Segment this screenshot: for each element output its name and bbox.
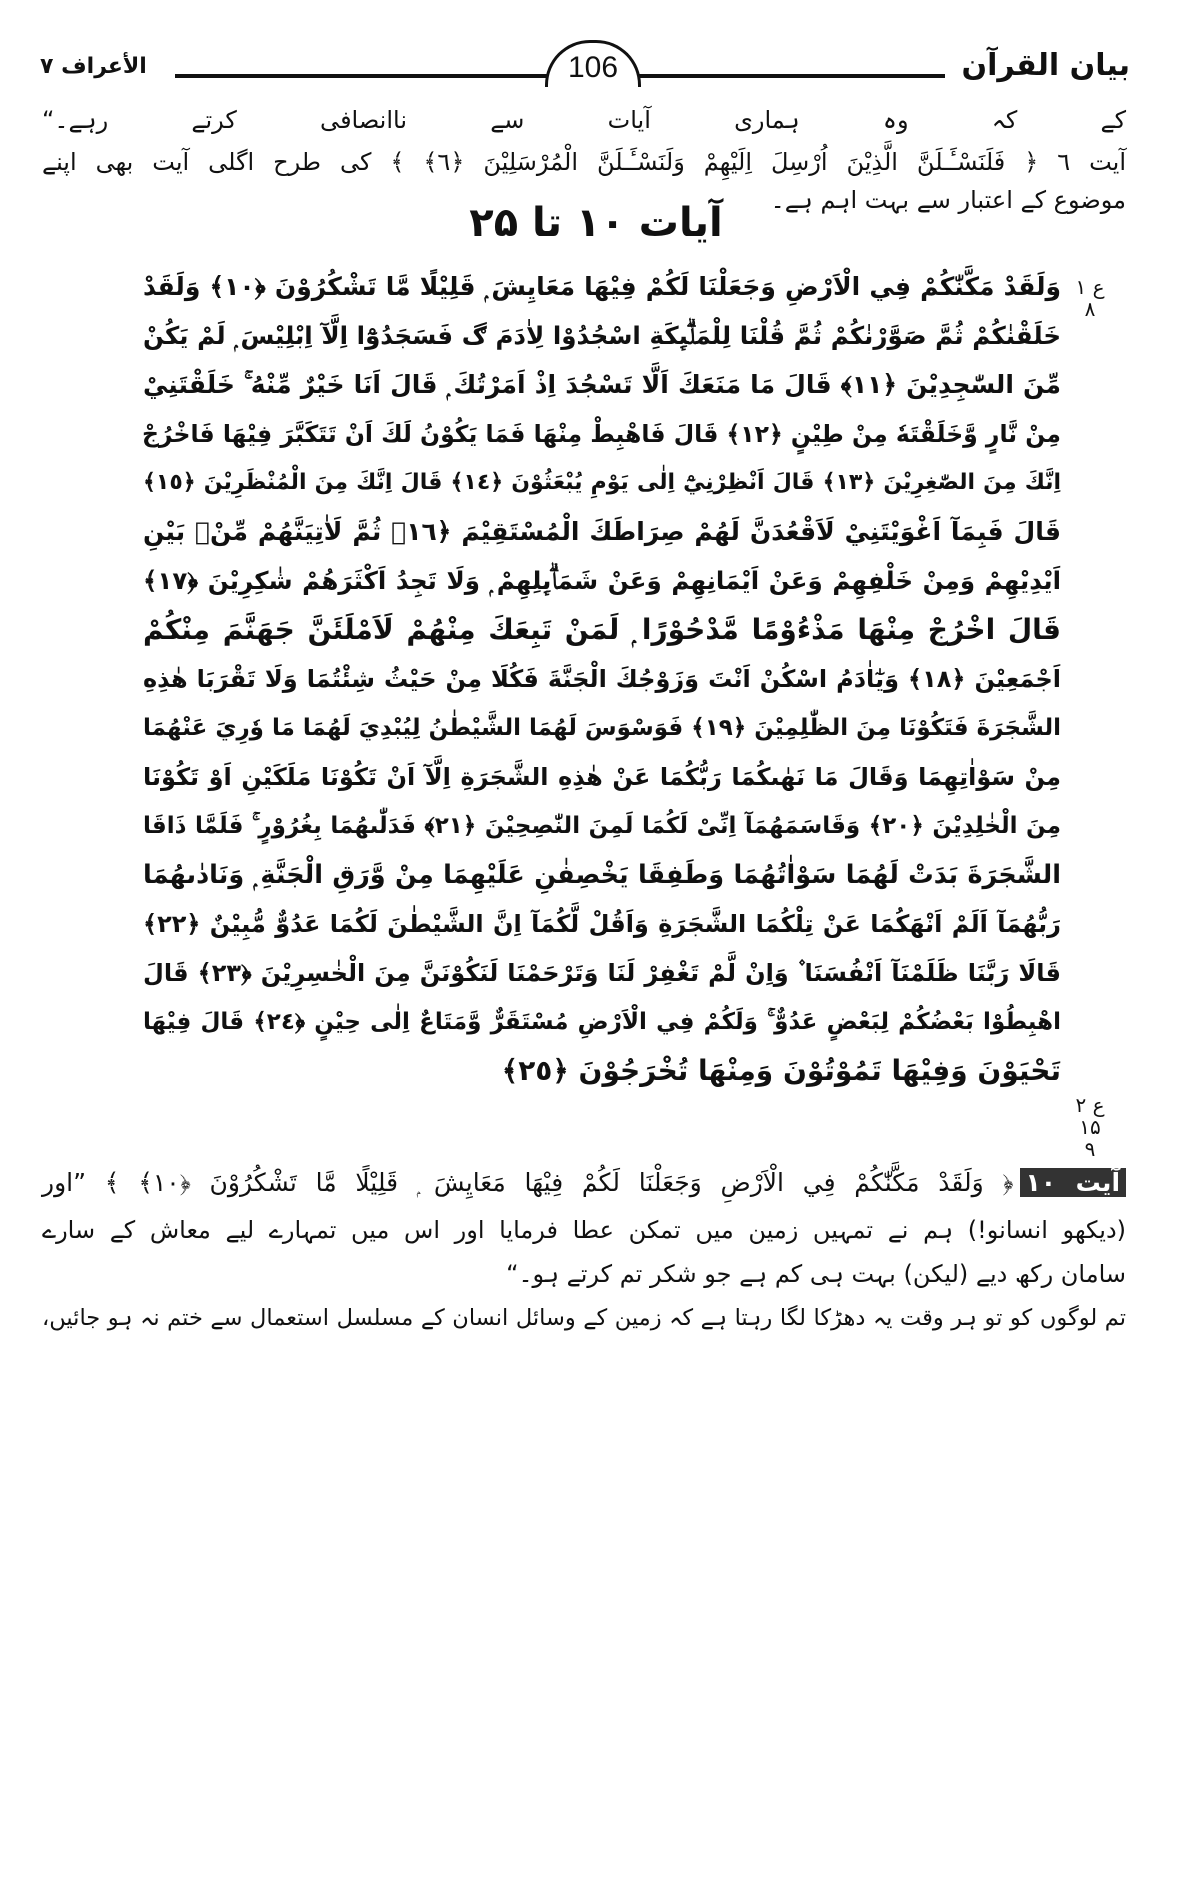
commentary-line-2: سامان رکھ دیے (لیکن) بہت ہی کم ہے جو شکر تم کرتے ہو۔“ bbox=[506, 1260, 1126, 1288]
ruku-mark-1 bbox=[1070, 276, 1110, 320]
verse-line: رَبُّهُمَآ اَلَمْ اَنْهَكُمَا عَنْ تِلْكُمَا الشَّجَرَةِ وَاَقُلْ لَّكُمَآ اِنَّ الشَّيْطٰنَ لَكُمَا عَدُوٌّ مُّبِيْنٌ ﴿٢٢﴾ bbox=[143, 910, 1061, 938]
verse-line: مِّنَ السّٰجِدِيْنَ ﴿١١﴾ قَالَ مَا مَنَعَكَ اَلَّا تَسْجُدَ اِذْ اَمَرْتُكَ ۭ قَالَ اَنَا خَيْرٌ مِّنْهُ ۚ خَلَقْتَنِيْ bbox=[143, 370, 1061, 399]
surah-name: الأعراف ۷ bbox=[40, 54, 147, 79]
verse-line: قَالَا رَبَّنَا ظَلَمْنَآ اَنْفُسَنَا ۫ وَاِنْ لَّمْ تَغْفِرْ لَنَا وَتَرْحَمْنَا لَنَكُوْنَنَّ مِنَ الْخٰسِرِيْنَ ﴿٢٣﴾ قَالَ bbox=[143, 959, 1062, 987]
commentary-ayah-line bbox=[42, 1160, 1126, 1206]
page-number: 106 bbox=[545, 40, 641, 87]
verse-line: اِنَّكَ مِنَ الصّٰغِرِيْنَ ﴿١٣﴾ قَالَ اَنْظِرْنِيْٓ اِلٰى يَوْمِ يُبْعَثُوْنَ ﴿١٤﴾ قَالَ اِنَّكَ مِنَ الْمُنْظَرِيْنَ ﴿١٥﴾ bbox=[143, 470, 1062, 495]
page-header bbox=[40, 40, 1130, 90]
verse-line: مِنْ نَّارٍ وَّخَلَقْتَهٗ مِنْ طِيْنٍ ﴿١٢﴾ قَالَ فَاهْبِطْ مِنْهَا فَمَا يَكُوْنُ لَكَ اَنْ تَتَكَبَّرَ فِيْهَا فَاخْرُجْ bbox=[141, 420, 1061, 448]
intro-line-1: کے کہ وہ ہماری آیات سے ناانصافی کرتے رہے۔“ bbox=[42, 106, 1126, 134]
verse-line: مِنْ سَوْاٰتِهِمَا وَقَالَ مَا نَهٰىكُمَا رَبُّكُمَا عَنْ هٰذِهِ الشَّجَرَةِ اِلَّآ اَنْ تَكُوْنَا مَلَكَيْنِ اَوْ تَكُوْنَا bbox=[143, 763, 1061, 791]
verse-line: الشَّجَرَةَ فَتَكُوْنَا مِنَ الظّٰلِمِيْنَ ﴿١٩﴾ فَوَسْوَسَ لَهُمَا الشَّيْطٰنُ لِيُبْدِيَ لَهُمَا مَا وٗرِيَ عَنْهُمَا bbox=[143, 715, 1061, 741]
verse-line: خَلَقْنٰكُمْ ثُمَّ صَوَّرْنٰكُمْ ثُمَّ قُلْنَا لِلْمَلٰۗىِٕكَةِ اسْجُدُوْا لِاٰدَمَ ڰ فَسَجَدُوْٓا اِلَّآ اِبْلِيْسَ ۭ لَمْ يَكُنْ bbox=[143, 321, 1061, 350]
ruku-mark-text: ع ۱ bbox=[1075, 275, 1105, 299]
verse-line: قَالَ فَبِمَآ اَغْوَيْتَنِيْ لَاَقْعُدَنَّ لَهُمْ صِرَاطَكَ الْمُسْتَقِيْمَ ﴿١٦﴾ ثُمَّ لَاٰتِيَنَّهُمْ مِّنْۢ بَيْنِ bbox=[143, 517, 1062, 546]
verse-line: اَيْدِيْهِمْ وَمِنْ خَلْفِهِمْ وَعَنْ اَيْمَانِهِمْ وَعَنْ شَمَاۗىِٕلِهِمْ ۭ وَلَا تَجِدُ اَكْثَرَهُمْ شٰكِرِيْنَ ﴿١٧﴾ bbox=[143, 566, 1061, 595]
verse-line: تَحْيَوْنَ وَفِيْهَا تَمُوْتُوْنَ وَمِنْهَا تُخْرَجُوْنَ ﴿٢٥﴾ bbox=[501, 1054, 1061, 1087]
book-title: بیان القرآن bbox=[961, 48, 1130, 83]
verse-line: الشَّجَرَةَ بَدَتْ لَهُمَا سَوْاٰتُهُمَا وَطَفِقَا يَخْصِفٰنِ عَلَيْهِمَا مِنْ وَّرَقِ الْجَنَّةِ ۭ وَنَادٰىهُمَا bbox=[143, 860, 1061, 890]
commentary-line-1: (دیکھو انسانو!) ہم نے تمہیں زمین میں تمکن عطا فرمایا اور اس میں تمہارے لیے معاش کے سارے bbox=[42, 1216, 1126, 1244]
verse-line: مِنَ الْخٰلِدِيْنَ ﴿٢٠﴾ وَقَاسَمَهُمَآ اِنِّىْ لَكُمَا لَمِنَ النّٰصِحِيْنَ ﴿٢١﴾ فَدَلّٰىهُمَا بِغُرُوْرٍ ۚ فَلَمَّا ذَاقَا bbox=[143, 813, 1061, 839]
ayah-label-box: آیت ۱۰ bbox=[1020, 1168, 1126, 1197]
ruku-mark-2 bbox=[1070, 1094, 1110, 1160]
commentary-line-3: تم لوگوں کو تو ہر وقت یہ دھڑکا لگا رہتا ہے کہ زمین کے وسائل انسان کے مسلسل استعمال سے ختم نہ ہو جائیں، bbox=[42, 1305, 1126, 1331]
verse-line: وَلَقَدْ مَكَّنّٰكُمْ فِي الْاَرْضِ وَجَعَلْنَا لَكُمْ فِيْهَا مَعَايِشَ ۭ قَلِيْلًا مَّا تَشْكُرُوْنَ ﴿١٠﴾ وَلَقَدْ bbox=[143, 272, 1061, 301]
section-heading: آیات ۱۰ تا ۲۵ bbox=[469, 200, 723, 246]
intro-line-3: موضوع کے اعتبار سے بہت اہم ہے۔ bbox=[770, 186, 1126, 214]
verse-line: قَالَ اخْرُجْ مِنْهَا مَذْءُوْمًا مَّدْحُوْرًا ۭ لَمَنْ تَبِعَكَ مِنْهُمْ لَاَمْلَئَنَّ جَهَنَّمَ مِنْكُمْ bbox=[143, 613, 1061, 646]
ruku-mark-sub: ۸ bbox=[1084, 297, 1096, 321]
ayah-text: ﴿ وَلَقَدْ مَكَّنّٰكُمْ فِي الْاَرْضِ وَجَعَلْنَا لَكُمْ فِيْهَا مَعَايِشَ ۭ قَلِيْلًا مَّا تَشْكُرُوْنَ ﴿١٠﴾ ﴾ ”اور bbox=[42, 1168, 1014, 1197]
verse-line: اهْبِطُوْا بَعْضُكُمْ لِبَعْضٍ عَدُوٌّ ۚ وَلَكُمْ فِي الْاَرْضِ مُسْتَقَرٌّ وَّمَتَاعٌ اِلٰى حِيْنٍ ﴿٢٤﴾ قَالَ فِيْهَا bbox=[143, 1009, 1061, 1035]
intro-line-2: آیت ٦ ﴿ فَلَنَسْـَٔـلَنَّ الَّذِيْنَ اُرْسِلَ اِلَيْهِمْ وَلَنَسْـَٔـلَنَّ الْمُرْسَلِيْنَ ﴿٦﴾ ﴾ کی طرح اگلی آیت بھی اپنے bbox=[42, 148, 1126, 176]
ruku-mark-text: ع ۲ ۱۵ bbox=[1075, 1093, 1105, 1139]
ruku-mark-sub: ۹ bbox=[1084, 1137, 1096, 1161]
verse-line: اَجْمَعِيْنَ ﴿١٨﴾ وَيٰٓاٰدَمُ اسْكُنْ اَنْتَ وَزَوْجُكَ الْجَنَّةَ فَكُلَا مِنْ حَيْثُ شِئْتُمَا وَلَا تَقْرَبَا هٰذِهِ bbox=[143, 665, 1062, 693]
